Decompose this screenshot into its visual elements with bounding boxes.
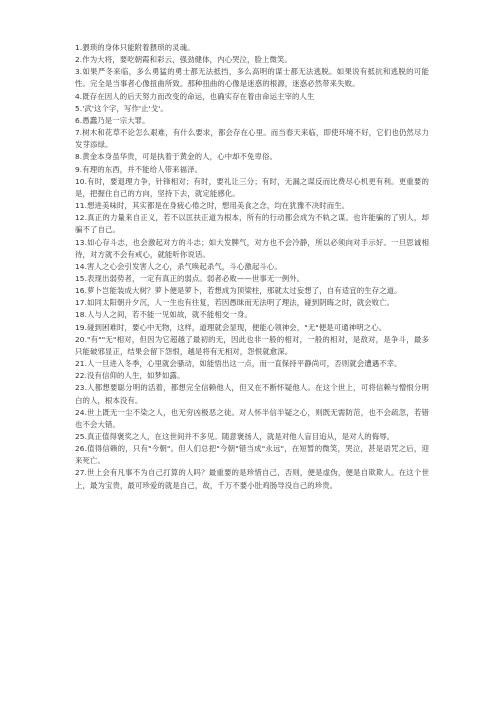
quote-item: 19.碰到困难时，要心中无物，这样，道理就会显现，便能心领神会，"无"便是可通神明之心。 — [75, 322, 387, 332]
quote-item: 9.有理的东西，并不能给人带来福泽。 — [75, 164, 203, 174]
quote-item: 27.世上会有凡事不为自己打算的人吗？最重要的是珍惜自己，否则，便是虚伪，便是自欺欺人。在这个世上，最为宝贵，最可珍爱的就是自己，故，千万不要小肚鸡肠导没自己的珍贵。 — [75, 468, 429, 490]
quote-item: 17.如同太阳朝升夕沉，人一生也有往复，若因愚昧而无法明了理法，碰到阴晦之时，就会败亡。 — [75, 298, 395, 308]
quote-item: 5.'武'这个字，写作'止'戈'。 — [75, 103, 168, 113]
quote-item: 4.既存在因人的后天努力而改变的命运，也确实存在着由命运主宰的人生 — [75, 91, 315, 101]
quote-item: 12.真正的力量来自正义，若不以匡扶正道为根本，所有的行动都会成为不轨之谋。也许能骗的了别人，却骗不了自己。 — [75, 213, 429, 235]
quote-item: 26.值得信赖的，只有"今朝"。但人们总把"今朝"错当成"永远"，在短暂的微笑，哭泣，甚是语咒之后，迎来死亡。 — [75, 444, 429, 466]
quote-item: 1.猥琐的身体只能附着猥琐的灵魂。 — [75, 43, 195, 52]
quote-item: 22.没有信仰的人生，如梦如露。 — [75, 371, 185, 381]
quote-list — [75, 42, 429, 492]
quote-item: 11.想进美味时，其实都是在身疲心倦之时，想用美食之念，均在犹豫不决时而生。 — [75, 201, 350, 211]
quote-item: 20."有""无"相对，但因为它超越了最初的无，因此也非一般的相对，一般的相对，是敌对，是争斗，最多只能破邪显正，结果会留下怨恨，越是将有无相对，怨恨就愈深。 — [75, 334, 429, 356]
quote-item: 21.人一旦进入冬季，心里就会骚动，如能悟出这一点，而一直保持平静尚可，否则就会遭遇不幸。 — [75, 359, 402, 369]
quote-item: 13.如心存斗志，也会激起对方的斗志；如大发脾气，对方也不会冷静，所以必须向对手示好。一旦思诚相待，对方就不会有戒心，就能听你说话。 — [75, 237, 429, 259]
quote-item: 14.害人之心会引发害人之心，杀气唤起杀气，斗心激起斗心。 — [75, 261, 282, 271]
quote-item: 15.表现出弱势者，一定有真正的弱点。弱者必败——世事无一例外。 — [75, 273, 305, 283]
quote-item: 24.世上既无一尘不染之人，也无穷凶极恶之徒。对人怀半信半疑之心，则既无需防范，也不会疏忽，若错也不会大错。 — [75, 407, 429, 429]
quote-item: 7.树木和花草不论怎么艰难，有什么要求，都会存在心里。而当春天来临，即使环境不好，它们也仍然尽力发芽添绿。 — [75, 128, 429, 150]
quote-item: 16.萝卜岂能装成大树？萝卜便是萝卜，若想成为顶梁柱，那就太过妄想了，自有适宜的生存之道。 — [75, 286, 402, 296]
quote-item: 6.愚蠢乃是一宗大罪。 — [75, 115, 150, 125]
quote-item: 18.人与人之间，若不能一见如故，就不能相交一身。 — [75, 310, 252, 320]
quote-item: 2.作为大将，要吃朝霞和彩云，强劲健体，内心哭泣，脸上微笑。 — [75, 55, 292, 65]
quote-item: 3.如果严冬来临，多么勇猛的勇士都无法抵挡，多么高明的谋士都无法逃脱。如果说有抵抗和逃脱的可能性。完全是当事者心像扭曲所致。那种扭曲的心像是迷惑的根源，迷惑必然带来失败。 — [75, 67, 429, 89]
quote-item: 8.黄金本身虽华贵，可是执着于黄金的人，心中却不免卑俗。 — [75, 152, 278, 162]
quote-item: 25.真正值得褒奖之人，在这世间并不多见。随意褒扬人，就是对他人盲目追从，是对人的侮辱。 — [75, 432, 395, 441]
quote-item: 10.有时，要退理力争，针锋相对；有时，要礼让三分；有时，无漏之谋反而比费尽心机更有利。更重要的是，把握住自己的方向，坚持下去，就定能感化。 — [75, 176, 429, 198]
quote-item: 23.人都想要聪分明的活着，都想完全信赖他人，但又在不断怀疑他人。在这个世上，可将信赖与憎恨分明白的人，根本没有。 — [75, 383, 429, 405]
